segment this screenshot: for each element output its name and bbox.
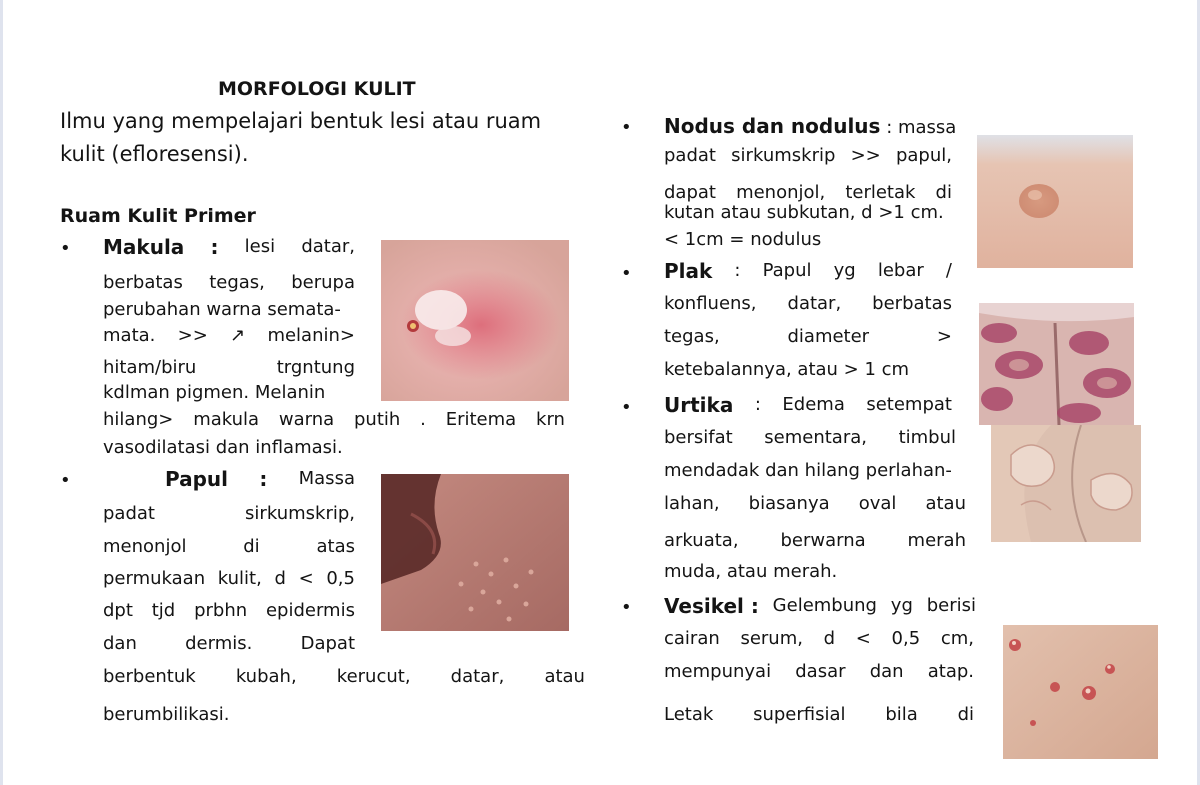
papul-line-8: berumbilikasi.	[103, 704, 230, 725]
urtika-line-4: lahan, biasanya oval atau	[664, 493, 966, 514]
papul-line-5: dpt tjd prbhn epidermis	[103, 600, 355, 621]
makula-photo	[381, 240, 569, 401]
vesikel-line-2: cairan serum, d < 0,5 cm,	[664, 628, 974, 649]
page-title: MORFOLOGI KULIT	[218, 78, 416, 100]
makula-line-1: Makula : lesi datar,	[103, 235, 355, 259]
intro-line-2: kulit (efloresensi).	[60, 142, 249, 166]
arrow-up-right-icon: ↗	[230, 325, 246, 346]
plak-photo	[979, 303, 1134, 425]
makula-line-4: mata. >> ↗ melanin>	[103, 325, 355, 346]
makula-line-7: hilang> makula warna putih . Eritema krn	[103, 409, 565, 430]
bullet-vesikel: •	[621, 597, 632, 618]
makula-line-5: hitam/biru trgntung	[103, 357, 355, 378]
nodus-line-5: < 1cm = nodulus	[664, 229, 822, 250]
nodus-line-1: Nodus dan nodulus : massa	[664, 114, 957, 138]
nodus-line-2: padat sirkumskrip >> papul,	[664, 145, 952, 166]
plak-line-3: tegas, diameter >	[664, 326, 952, 347]
papul-colon: :	[259, 467, 268, 491]
papul-line-2: padat sirkumskrip,	[103, 503, 355, 524]
intro-line-1: Ilmu yang mempelajari bentuk lesi atau ruam	[60, 109, 542, 133]
plak-term: Plak	[664, 259, 713, 283]
papul-photo	[381, 474, 569, 631]
makula-line-2: berbatas tegas, berupa	[103, 272, 355, 293]
urtika-photo	[991, 425, 1141, 542]
vesikel-line-3: mempunyai dasar dan atap.	[664, 661, 974, 682]
bullet-papul: •	[60, 470, 71, 491]
makula-colon: :	[210, 235, 219, 259]
bullet-plak: •	[621, 263, 632, 284]
vesikel-line-1: Vesikel : Gelembung yg berisi	[664, 594, 976, 618]
urtika-line-2: bersifat sementara, timbul	[664, 427, 956, 448]
nodus-line-4: kutan atau subkutan, d >1 cm.	[664, 202, 944, 223]
plak-line-4: ketebalannya, atau > 1 cm	[664, 359, 910, 380]
urtika-line-1: Urtika : Edema setempat	[664, 393, 952, 417]
nodus-line-3: dapat menonjol, terletak di	[664, 182, 952, 203]
makula-line-8: vasodilatasi dan inflamasi.	[103, 437, 343, 458]
nodus-term: Nodus dan nodulus	[664, 114, 881, 138]
vesikel-line-4: Letak superfisial bila di	[664, 704, 974, 725]
makula-line-3: perubahan warna semata-	[103, 299, 341, 320]
vesikel-photo	[1003, 625, 1158, 759]
plak-line-2: konfluens, datar, berbatas	[664, 293, 952, 314]
vesikel-term: Vesikel :	[664, 594, 759, 618]
papul-line-3: menonjol di atas	[103, 536, 355, 557]
papul-line-4: permukaan kulit, d < 0,5	[103, 568, 355, 589]
makula-line-6: kdlman pigmen. Melanin	[103, 382, 326, 403]
bullet-urtika: •	[621, 397, 632, 418]
papul-term: Papul	[165, 467, 229, 491]
urtika-line-6: muda, atau merah.	[664, 561, 838, 582]
plak-line-1: Plak : Papul yg lebar /	[664, 259, 952, 283]
bullet-nodus: •	[621, 117, 632, 138]
urtika-term: Urtika	[664, 393, 734, 417]
section-heading: Ruam Kulit Primer	[60, 205, 256, 227]
page-edge-left	[0, 0, 3, 785]
papul-line-6: dan dermis. Dapat	[103, 633, 355, 654]
bullet-makula: •	[60, 238, 71, 259]
urtika-line-5: arkuata, berwarna merah	[664, 530, 966, 551]
makula-term: Makula	[103, 235, 185, 259]
urtika-line-3: mendadak dan hilang perlahan-	[664, 460, 952, 481]
papul-line-7: berbentuk kubah, kerucut, datar, atau	[103, 666, 585, 687]
nodus-photo	[977, 135, 1133, 268]
papul-line-1: Papul : Massa	[165, 467, 355, 491]
